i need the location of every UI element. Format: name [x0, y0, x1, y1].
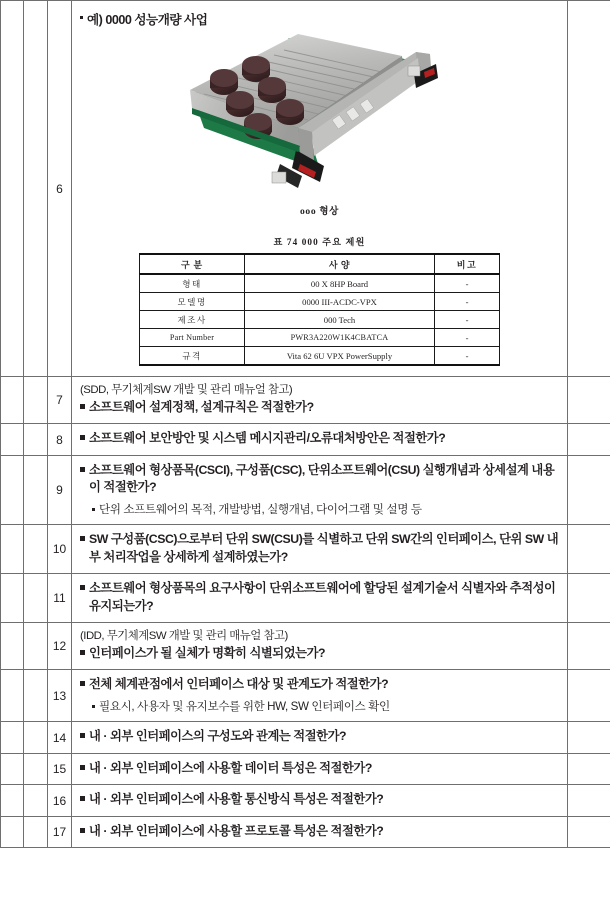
row-number: 11: [48, 574, 72, 623]
cell-col-b: [24, 722, 48, 753]
question-line: [80, 580, 560, 615]
cell-col-a: [1, 753, 24, 784]
spec-row: [140, 329, 500, 347]
cell-remark: [568, 753, 610, 784]
spec-cell-value: 0000 III-ACDC-VPX: [245, 293, 435, 311]
figure-bullet-line: [72, 9, 567, 28]
cell-col-a: [1, 424, 24, 455]
square-bullet-icon: [80, 650, 85, 655]
cell-col-b: [24, 525, 48, 574]
content-block: [72, 456, 567, 525]
cell-col-a: [1, 722, 24, 753]
sub-note-text: 단위 소프트웨어의 목적, 개발방법, 실행개념, 다이어그램 및 설명 등: [99, 502, 422, 516]
spec-cell-item: 형태: [140, 274, 245, 293]
question-text: 내 · 외부 인터페이스의 구성도와 관계는 적절한가?: [89, 729, 347, 744]
cell-col-b: [24, 377, 48, 424]
cell-col-b: [24, 574, 48, 623]
bullet-dot-icon: [92, 705, 95, 708]
spec-header-row: [140, 254, 500, 274]
cell-col-b: [24, 1, 48, 377]
spec-cell-remark: -: [435, 329, 500, 347]
cell-content-figure: [72, 1, 568, 377]
cell-col-a: [1, 670, 24, 722]
question-line: [80, 728, 560, 745]
cell-remark: [568, 424, 610, 455]
board-photo-illustration: [180, 32, 460, 194]
cell-content: [72, 377, 568, 424]
cell-content: [72, 816, 568, 847]
table-row: [1, 574, 610, 623]
cell-col-a: [1, 525, 24, 574]
bullet-dot-icon: [80, 16, 83, 19]
table-row: [1, 670, 610, 722]
question-line: [80, 462, 560, 497]
question-text: 소프트웨어 보안방안 및 시스템 메시지관리/오류대처방안은 적절한가?: [89, 431, 446, 446]
row-number: 9: [48, 455, 72, 525]
row-number: 17: [48, 816, 72, 847]
cell-remark: [568, 1, 610, 377]
spec-cell-item: 규격: [140, 347, 245, 366]
row-number: 16: [48, 785, 72, 816]
sub-note-line: [80, 502, 560, 518]
sub-note-line: [80, 699, 560, 715]
spec-cell-value: 00 X 8HP Board: [245, 274, 435, 293]
content-block: [72, 722, 567, 752]
question-line: [80, 791, 560, 808]
row-number: 15: [48, 753, 72, 784]
spec-row: [140, 293, 500, 311]
question-text: 내 · 외부 인터페이스에 사용할 프로토콜 특성은 적절한가?: [89, 823, 384, 838]
figure-bullet-text: 예) 0000 성능개량 사업: [87, 13, 208, 27]
square-bullet-icon: [80, 733, 85, 738]
content-block: [72, 424, 567, 454]
figure-caption: ooo 형상: [300, 206, 339, 217]
table-row: [1, 623, 610, 670]
spec-row: [140, 347, 500, 366]
cell-content: [72, 722, 568, 753]
question-text: 내 · 외부 인터페이스에 사용할 통신방식 특성은 적절한가?: [89, 792, 384, 807]
spec-header-spec: 사 양: [245, 254, 435, 274]
question-text: 소프트웨어 형상품목(CSCI), 구성품(CSC), 단위소프트웨어(CSU) 실행개념과 상세설계 내용이 적절한가?: [89, 462, 555, 495]
spec-cell-remark: -: [435, 311, 500, 329]
table-row: [1, 1, 610, 377]
spec-table: [139, 253, 500, 366]
spec-cell-remark: -: [435, 274, 500, 293]
spec-table-caption: 표 74 000 주요 제원: [273, 237, 366, 247]
row-number: 13: [48, 670, 72, 722]
cell-remark: [568, 574, 610, 623]
content-block: [72, 754, 567, 784]
spec-cell-value: Vita 62 6U VPX PowerSupply: [245, 347, 435, 366]
cell-remark: [568, 785, 610, 816]
cell-content: [72, 753, 568, 784]
cell-col-a: [1, 623, 24, 670]
cell-content: [72, 670, 568, 722]
question-line: [80, 760, 560, 777]
cell-col-b: [24, 670, 48, 722]
question-text: 소프트웨어 형상품목의 요구사항이 단위소프트웨어에 할당된 설계기술서 식별자와 추적성이 유지되는가?: [89, 581, 556, 613]
cell-remark: [568, 455, 610, 525]
cell-col-a: [1, 785, 24, 816]
reference-note: (SDD, 무기체계SW 개발 및 관리 매뉴얼 참고): [80, 384, 293, 396]
cell-col-b: [24, 785, 48, 816]
square-bullet-icon: [80, 435, 85, 440]
cell-remark: [568, 623, 610, 670]
question-text: SW 구성품(CSC)으로부터 단위 SW(CSU)를 식별하고 단위 SW간의 인터페이스, 단위 SW 내부 처리작업을 상세하게 설계하였는가?: [89, 532, 559, 564]
question-line: [80, 430, 560, 447]
table-row: [1, 377, 610, 424]
row-number: 10: [48, 525, 72, 574]
table-row: [1, 722, 610, 753]
cell-content: [72, 785, 568, 816]
square-bullet-icon: [80, 467, 85, 472]
question-text: 인터페이스가 될 실체가 명확히 식별되었는가?: [89, 645, 326, 660]
content-block: [72, 574, 567, 622]
cell-col-a: [1, 455, 24, 525]
square-bullet-icon: [80, 536, 85, 541]
spec-header-remark: 비고: [435, 254, 500, 274]
reference-note: (IDD, 무기체계SW 개발 및 관리 매뉴얼 참고): [80, 630, 288, 643]
cell-content: [72, 623, 568, 670]
cell-col-b: [24, 455, 48, 525]
spec-cell-remark: -: [435, 347, 500, 366]
board-photo: [180, 32, 460, 194]
content-block: [72, 377, 567, 423]
content-block: [72, 817, 567, 847]
question-text: 소프트웨어 설계정책, 설계규칙은 적절한가?: [89, 399, 314, 414]
cell-content: [72, 525, 568, 574]
question-text: 전체 체계관점에서 인터페이스 대상 및 관계도가 적절한가?: [89, 677, 389, 692]
cell-col-a: [1, 574, 24, 623]
row-number: 7: [48, 377, 72, 424]
table-row: [1, 753, 610, 784]
cell-col-a: [1, 1, 24, 377]
cell-remark: [568, 525, 610, 574]
cell-content: [72, 574, 568, 623]
cell-col-b: [24, 753, 48, 784]
content-block: [72, 525, 567, 573]
row-number: 8: [48, 424, 72, 455]
question-line: [80, 645, 560, 662]
question-line: [80, 676, 560, 693]
spec-cell-item: 제조사: [140, 311, 245, 329]
question-line: [80, 823, 560, 840]
cell-content: [72, 455, 568, 525]
spec-cell-value: 000 Tech: [245, 311, 435, 329]
question-text: 내 · 외부 인터페이스에 사용할 데이터 특성은 적절한가?: [89, 760, 372, 775]
cell-col-b: [24, 816, 48, 847]
square-bullet-icon: [80, 585, 85, 590]
cell-col-a: [1, 377, 24, 424]
square-bullet-icon: [80, 404, 85, 409]
cell-col-a: [1, 816, 24, 847]
spec-header-item: 구 분: [140, 254, 245, 274]
cell-remark: [568, 816, 610, 847]
cell-col-b: [24, 424, 48, 455]
row-number: 12: [48, 623, 72, 670]
content-block: [72, 670, 567, 721]
spec-cell-remark: -: [435, 293, 500, 311]
square-bullet-icon: [80, 765, 85, 770]
question-line: [80, 531, 560, 566]
table-row: [1, 424, 610, 455]
table-row: [1, 816, 610, 847]
row-number: 6: [48, 1, 72, 377]
sub-note-text: 필요시, 사용자 및 유지보수를 위한 HW, SW 인터페이스 확인: [99, 699, 390, 713]
cell-remark: [568, 722, 610, 753]
table-row: [1, 455, 610, 525]
cell-remark: [568, 377, 610, 424]
spec-table-body: [140, 274, 500, 365]
checklist-body: [1, 1, 610, 848]
cell-remark: [568, 670, 610, 722]
square-bullet-icon: [80, 681, 85, 686]
content-block: [72, 785, 567, 815]
square-bullet-icon: [80, 828, 85, 833]
cell-content: [72, 424, 568, 455]
figure-block: [72, 1, 567, 376]
spec-cell-value: PWR3A220W1K4CBATCA: [245, 329, 435, 347]
table-row: [1, 785, 610, 816]
content-block: [72, 623, 567, 669]
table-row: [1, 525, 610, 574]
question-line: [80, 399, 560, 416]
spec-table-head: [140, 254, 500, 274]
spec-cell-item: Part Number: [140, 329, 245, 347]
spec-cell-item: 모델명: [140, 293, 245, 311]
row-number: 14: [48, 722, 72, 753]
cell-col-b: [24, 623, 48, 670]
square-bullet-icon: [80, 796, 85, 801]
bullet-dot-icon: [92, 508, 95, 511]
spec-row: [140, 274, 500, 293]
spec-row: [140, 311, 500, 329]
